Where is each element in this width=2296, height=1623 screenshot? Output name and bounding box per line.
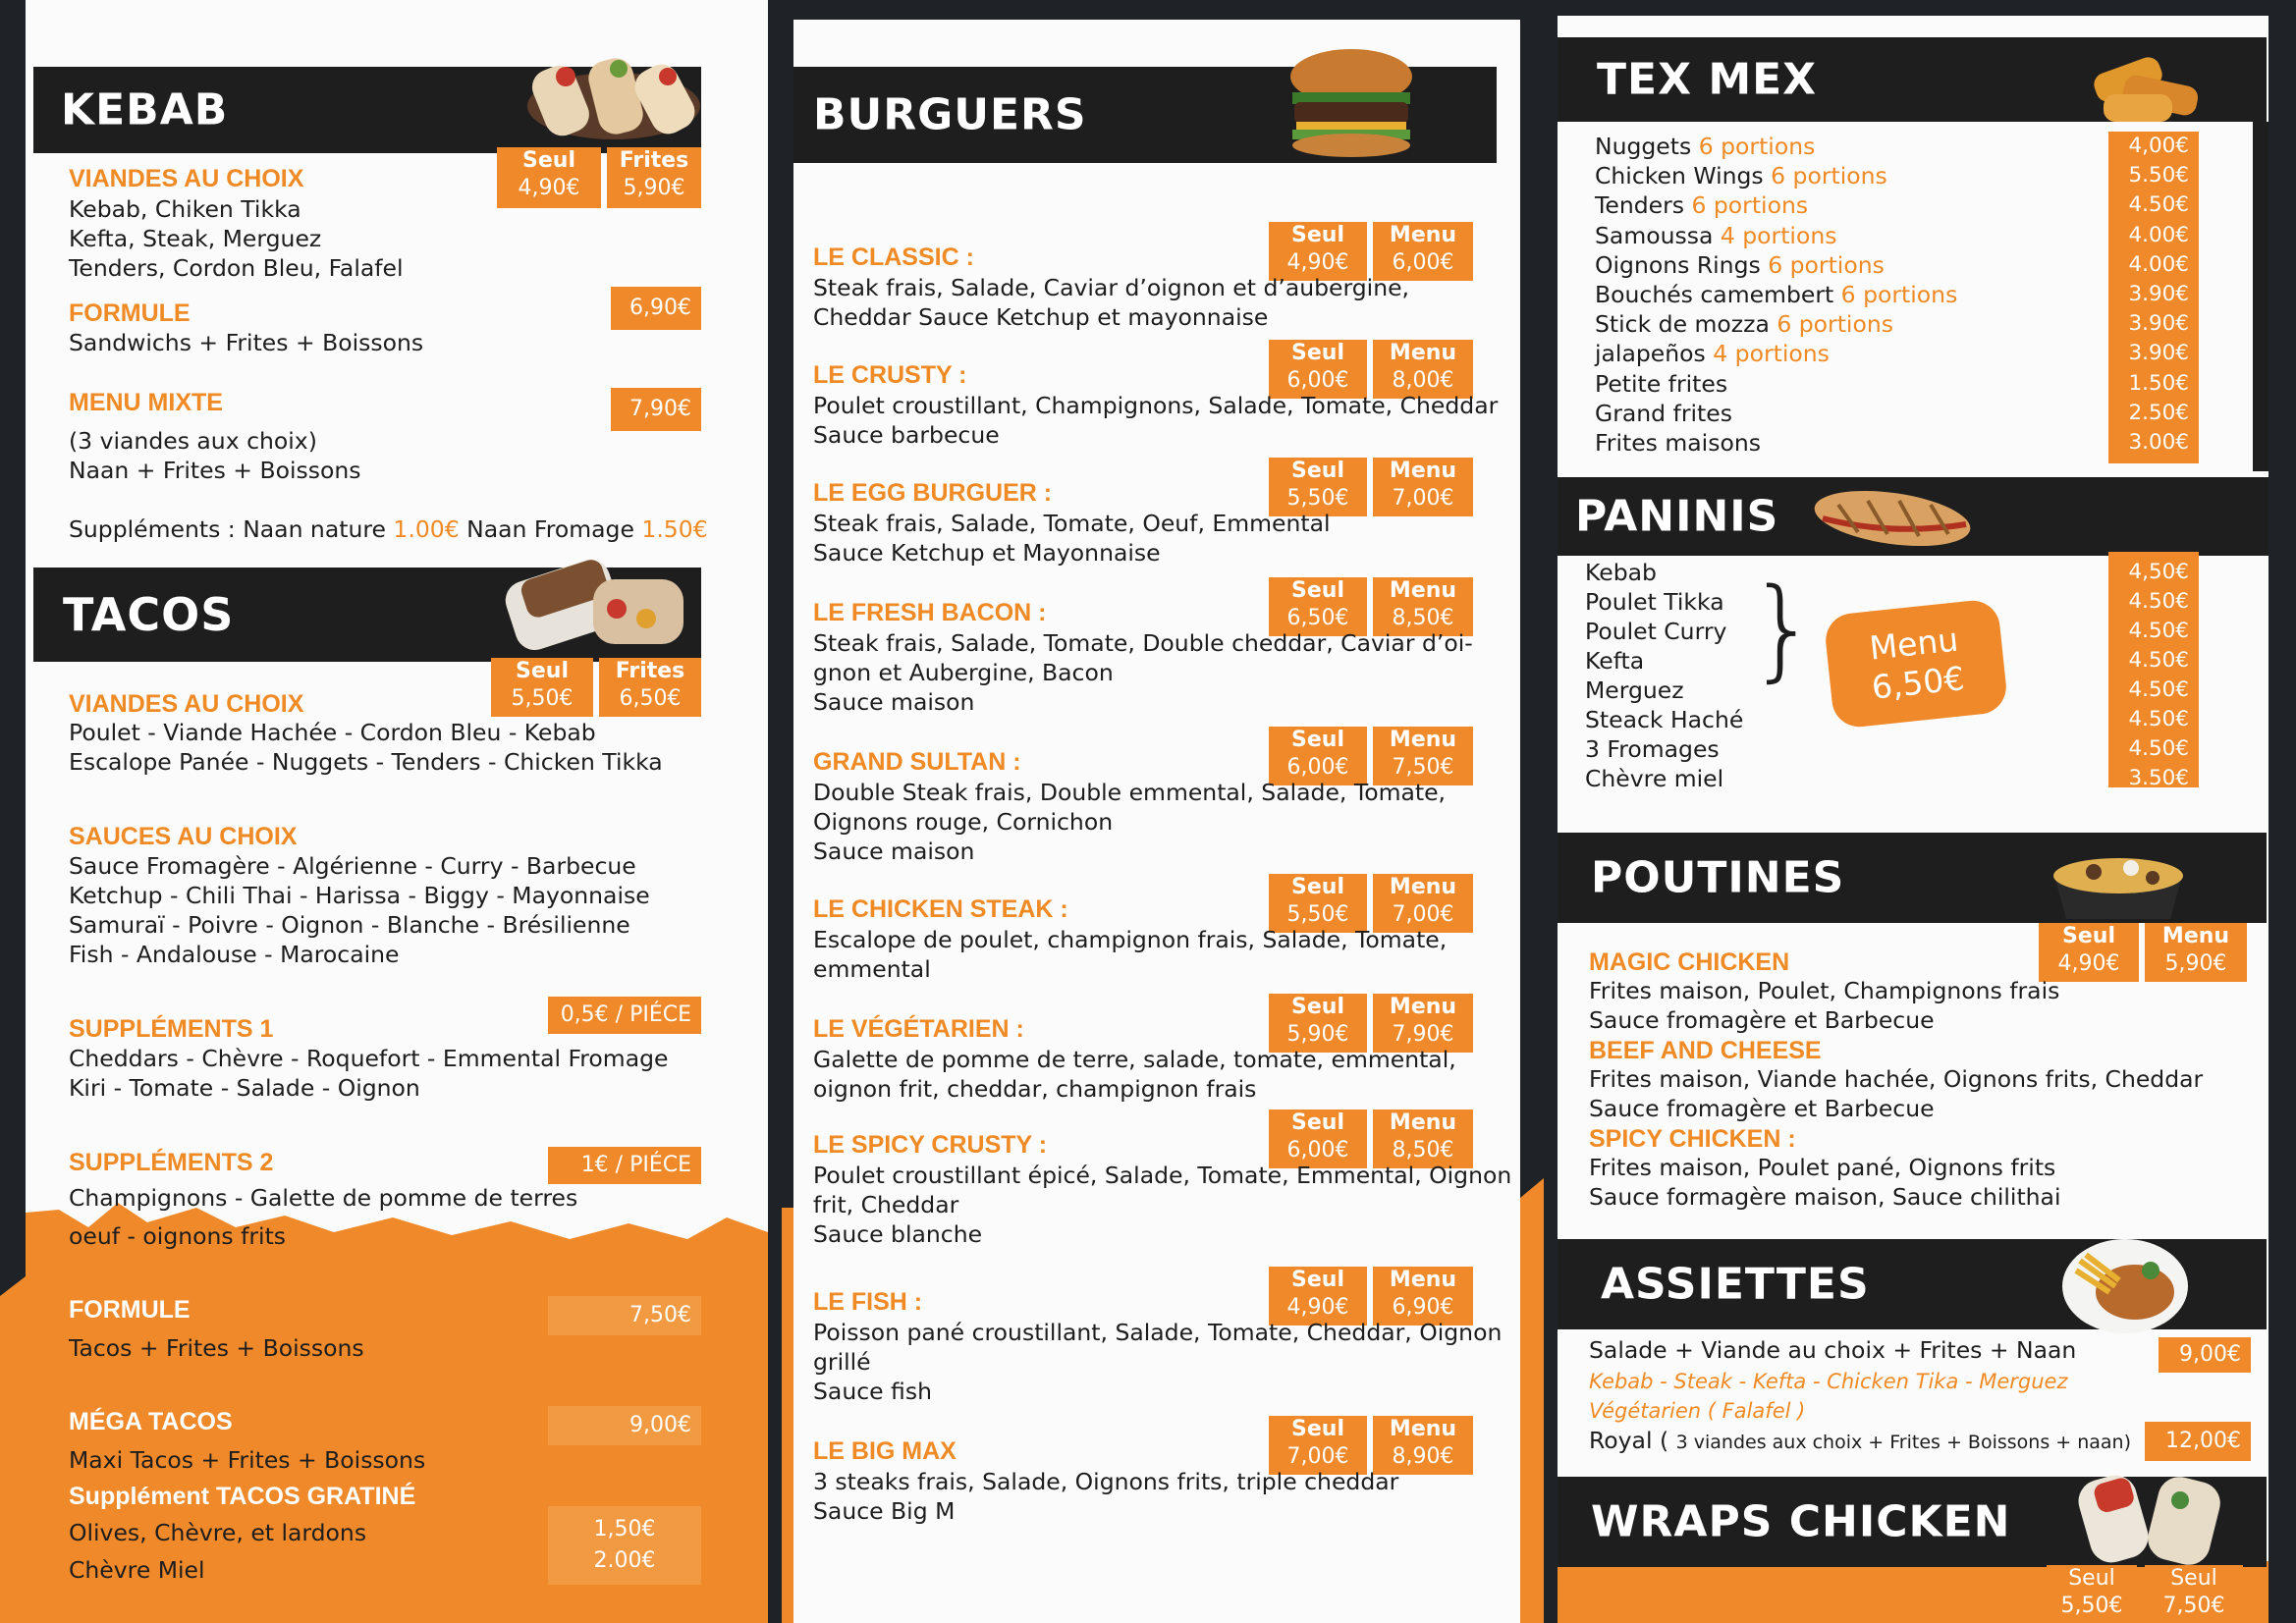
texmex-item: Nuggets 6 portions <box>1595 133 1816 160</box>
assiette-price-1: 9,00€ <box>2159 1337 2251 1373</box>
wrap-price-2: Seul 7,50€ <box>2145 1565 2243 1623</box>
burger-price-seul: Seul 6,00€ <box>1269 727 1367 785</box>
burger-name: LE VÉGÉTARIEN : <box>813 1015 1024 1043</box>
texmex-item: Tenders 6 portions <box>1595 191 1809 220</box>
kebab-wrap-icon <box>520 37 707 145</box>
texmex-item: Bouchés camembert 6 portions <box>1595 281 1958 308</box>
burger-description-line: Sauce blanche <box>813 1220 983 1248</box>
paninis-brace: } <box>1748 566 1819 693</box>
texmex-price: 4.50€ <box>2128 192 2189 218</box>
poutines-price-seul: Seul 4,90€ <box>2039 923 2139 982</box>
texmex-price: 1.50€ <box>2128 370 2189 396</box>
texmex-item: Petite frites <box>1595 369 1728 398</box>
panini-item: Poulet Tikka <box>1585 588 1724 616</box>
burger-description-line: Steak frais, Salade, Caviar d’oignon et d’aubergine, <box>813 274 1410 301</box>
burger-price-menu: Menu 8,50€ <box>1373 1109 1473 1168</box>
burger-description-line: Steak frais, Salade, Tomate, Double cheddar, Caviar d’oi- <box>813 629 1473 657</box>
poutine-magic-line: Sauce fromagère et Barbecue <box>1589 1006 1935 1034</box>
texmex-item: jalapeños 4 portions <box>1595 340 1830 368</box>
texmex-price: 3.90€ <box>2128 311 2189 337</box>
panini-price: 4,50€ <box>2128 560 2189 584</box>
assiette-icon <box>2056 1231 2194 1339</box>
panini-price: 4.50€ <box>2128 589 2189 614</box>
panini-price: 3.50€ <box>2128 766 2189 790</box>
kebab-mixte-line: Naan + Frites + Boissons <box>69 457 361 484</box>
kebab-viandes-line: Kebab, Chiken Tikka <box>69 195 301 223</box>
burger-description-line: frit, Cheddar <box>813 1191 959 1218</box>
burger-price-menu: Menu 7,00€ <box>1373 458 1473 516</box>
texmex-item: Frites maisons <box>1595 429 1761 457</box>
tacos-supp1-label: SUPPLÉMENTS 1 <box>69 1015 274 1043</box>
texmex-price: 5.50€ <box>2128 163 2189 189</box>
texmex-price: 3.90€ <box>2128 341 2189 366</box>
texmex-price: 3.90€ <box>2128 282 2189 306</box>
burger-description-line: gnon et Aubergine, Bacon <box>813 659 1114 686</box>
panini-price: 4.50€ <box>2128 736 2189 761</box>
tacos-mega-desc: Maxi Tacos + Frites + Boissons <box>69 1446 426 1474</box>
tacos-viandes-line: Escalope Panée - Nuggets - Tenders - Chicken Tikka <box>69 748 663 776</box>
panini-price: 4.50€ <box>2128 707 2189 731</box>
tacos-formule-price: 7,50€ <box>548 1296 701 1335</box>
burger-price-seul: Seul 6,00€ <box>1269 340 1367 399</box>
burger-description-line: Cheddar Sauce Ketchup et mayonnaise <box>813 303 1269 331</box>
tacos-sauces-label: SAUCES AU CHOIX <box>69 823 298 850</box>
tacos-supp2-line: oeuf - oignons frits <box>69 1222 287 1250</box>
tacos-formule-label: FORMULE <box>69 1296 191 1324</box>
burger-icon <box>1273 43 1430 161</box>
tacos-supp2-line: Champignons - Galette de pomme de terres <box>69 1184 578 1212</box>
tacos-sauces-line: Samuraï - Poivre - Oignon - Blanche - Brésilienne <box>69 911 630 939</box>
tacos-gratine-line: Olives, Chèvre, et lardons <box>69 1519 367 1546</box>
nuggets-icon <box>2074 35 2221 130</box>
wraps-title: WRAPS CHICKEN <box>1591 1496 2011 1547</box>
burger-price-seul: Seul 5,90€ <box>1269 994 1367 1053</box>
panini-item: Poulet Curry <box>1585 618 1727 645</box>
assiette-line-4: Royal ( 3 viandes aux choix + Frites + Boissons + naan) <box>1589 1427 2131 1454</box>
panini-item: Chèvre miel <box>1585 765 1724 792</box>
tacos-sauces-line: Fish - Andalouse - Marocaine <box>69 941 400 968</box>
tacos-gratine-prices: 1,50€ 2.00€ <box>548 1506 701 1585</box>
burger-name: LE CHICKEN STEAK : <box>813 895 1068 923</box>
kebab-formule-desc: Sandwichs + Frites + Boissons <box>69 329 424 356</box>
texmex-item: Oignons Rings 6 portions <box>1595 250 1885 279</box>
assiette-line-2: Kebab - Steak - Kefta - Chicken Tika - Merguez <box>1589 1370 2068 1393</box>
tacos-price-seul: Seul 5,50€ <box>491 658 593 717</box>
kebab-mixte-label: MENU MIXTE <box>69 389 223 416</box>
tacos-supp2-label: SUPPLÉMENTS 2 <box>69 1149 274 1176</box>
burger-description-line: Sauce Ketchup et Mayonnaise <box>813 539 1161 567</box>
texmex-price: 3.00€ <box>2128 430 2189 455</box>
panini-item: 3 Fromages <box>1585 735 1720 763</box>
burger-name: LE CRUSTY : <box>813 361 967 389</box>
burger-description-line: 3 steaks frais, Salade, Oignons frits, triple cheddar <box>813 1468 1399 1495</box>
burger-name: LE EGG BURGUER : <box>813 479 1053 507</box>
kebab-mixte-line: (3 viandes aux choix) <box>69 427 317 455</box>
poutines-price-menu: Menu 5,90€ <box>2145 923 2247 982</box>
panini-item: Kefta <box>1585 647 1645 675</box>
burger-price-menu: Menu 6,90€ <box>1373 1267 1473 1325</box>
burger-price-menu: Menu 7,90€ <box>1373 994 1473 1053</box>
burger-name: LE CLASSIC : <box>813 243 974 271</box>
kebab-supplements: Suppléments : Naan nature 1.00€ Naan Fromage 1.50€ <box>69 515 708 543</box>
burger-price-menu: Menu 8,50€ <box>1373 577 1473 636</box>
assiettes-title: ASSIETTES <box>1601 1259 1870 1310</box>
panel-kebab-tacos <box>0 0 782 1623</box>
texmex-item: Samoussa 4 portions <box>1595 221 1837 249</box>
burger-name: LE BIG MAX <box>813 1437 957 1465</box>
poutine-beef-line: Sauce fromagère et Barbecue <box>1589 1095 1935 1122</box>
paninis-title: PANINIS <box>1575 491 1779 542</box>
burger-price-menu: Menu 7,00€ <box>1373 874 1473 933</box>
kebab-viandes-label: VIANDES AU CHOIX <box>69 165 304 192</box>
burger-price-seul: Seul 4,90€ <box>1269 1267 1367 1325</box>
kebab-formule-label: FORMULE <box>69 299 191 327</box>
poutine-magic-label: MAGIC CHICKEN <box>1589 948 1790 976</box>
burger-price-seul: Seul 5,50€ <box>1269 874 1367 933</box>
texmex-item: Grand frites <box>1595 399 1732 427</box>
panini-price: 4.50€ <box>2128 677 2189 702</box>
kebab-mixte-price: 7,90€ <box>611 388 701 431</box>
burger-description-line: Escalope de poulet, champignon frais, Salade, Tomate, <box>813 926 1448 953</box>
assiette-line-1: Salade + Viande au choix + Frites + Naan <box>1589 1336 2077 1364</box>
tacos-viandes-line: Poulet - Viande Hachée - Cordon Bleu - Kebab <box>69 719 596 746</box>
kebab-title: KEBAB <box>61 84 229 135</box>
burger-description-line: Oignons rouge, Cornichon <box>813 808 1114 836</box>
poutines-title: POUTINES <box>1591 852 1845 903</box>
tacos-mega-price: 9,00€ <box>548 1406 701 1445</box>
tacos-viandes-label: VIANDES AU CHOIX <box>69 690 304 718</box>
burger-description-line: Sauce barbecue <box>813 421 1000 449</box>
wrap-icon <box>2074 1457 2231 1567</box>
panini-item: Steack Haché <box>1585 706 1744 733</box>
panini-price: 4.50€ <box>2128 648 2189 673</box>
burger-price-menu: Menu 8,90€ <box>1373 1416 1473 1475</box>
burger-description-line: Sauce Big M <box>813 1497 956 1525</box>
burger-name: LE SPICY CRUSTY : <box>813 1131 1048 1159</box>
burger-price-menu: Menu 8,00€ <box>1373 340 1473 399</box>
kebab-formule-price: 6,90€ <box>611 287 701 330</box>
wrap-price-1: Seul 5,50€ <box>2047 1565 2137 1623</box>
kebab-price-seul: Seul 4,90€ <box>497 147 601 208</box>
burger-description-line: Steak frais, Salade, Tomate, Oeuf, Emmental <box>813 510 1331 537</box>
panini-icon <box>1809 479 1976 558</box>
tacos-supp1-line: Kiri - Tomate - Salade - Oignon <box>69 1074 420 1102</box>
tacos-title: TACOS <box>63 588 235 641</box>
burgers-title: BURGUERS <box>813 89 1087 140</box>
panel-sides <box>1544 0 2296 1623</box>
tacos-supp2-price: 1€ / PIÉCE <box>548 1147 701 1184</box>
burger-price-seul: Seul 6,50€ <box>1269 577 1367 636</box>
tacos-gratine-label: Supplément TACOS GRATINÉ <box>69 1483 416 1510</box>
burger-description-line: Poulet croustillant, Champignons, Salade, Tomate, Cheddar <box>813 392 1499 419</box>
burger-price-menu: Menu 7,50€ <box>1373 727 1473 785</box>
poutine-spicy-line: Sauce formagère maison, Sauce chilithai <box>1589 1183 2061 1211</box>
burger-description-line: Poulet croustillant épicé, Salade, Tomate, Emmental, Oignon <box>813 1162 1512 1189</box>
burger-description-line: oignon frit, cheddar, champignon frais <box>813 1075 1257 1103</box>
burger-description-line: Sauce maison <box>813 838 975 865</box>
burger-description-line: Double Steak frais, Double emmental, Salade, Tomate, <box>813 779 1447 806</box>
poutine-icon <box>2045 837 2192 923</box>
panini-item: Kebab <box>1585 559 1657 586</box>
burger-description-line: Galette de pomme de terre, salade, tomate, emmental, <box>813 1046 1456 1073</box>
texmex-price: 2.50€ <box>2128 400 2189 425</box>
burger-description-line: Sauce maison <box>813 688 975 716</box>
poutine-magic-line: Frites maison, Poulet, Champignons frais <box>1589 977 2060 1004</box>
kebab-viandes-line: Kefta, Steak, Merguez <box>69 225 322 252</box>
panini-item: Merguez <box>1585 676 1684 704</box>
assiette-line-3: Végétarien ( Falafel ) <box>1589 1399 1806 1423</box>
tacos-price-frites: Frites 6,50€ <box>599 658 701 717</box>
panel-burgers <box>782 0 1544 1623</box>
tacos-sauces-line: Sauce Fromagère - Algérienne - Curry - Barbecue <box>69 852 636 880</box>
burger-price-seul: Seul 4,90€ <box>1269 222 1367 281</box>
burger-description-line: Sauce fish <box>813 1378 932 1405</box>
poutine-spicy-line: Frites maison, Poulet pané, Oignons frits <box>1589 1154 2056 1181</box>
texmex-price: 4.00€ <box>2128 251 2189 277</box>
texmex-item: Chicken Wings 6 portions <box>1595 162 1887 190</box>
tacos-supp1-price: 0,5€ / PIÉCE <box>548 997 701 1034</box>
tacos-gratine-line: Chèvre Miel <box>69 1556 205 1584</box>
tacos-supp1-line: Cheddars - Chèvre - Roquefort - Emmental Fromage <box>69 1045 669 1072</box>
burger-description-line: emmental <box>813 955 931 983</box>
texmex-price: 4.00€ <box>2128 222 2189 247</box>
burger-price-seul: Seul 7,00€ <box>1269 1416 1367 1475</box>
burger-name: LE FRESH BACON : <box>813 599 1047 626</box>
tacos-icon <box>499 540 691 656</box>
panini-price: 4.50€ <box>2128 619 2189 643</box>
poutine-beef-line: Frites maison, Viande hachée, Oignons frits, Cheddar <box>1589 1065 2204 1093</box>
burger-price-seul: Seul 5,50€ <box>1269 458 1367 516</box>
assiette-price-2: 12,00€ <box>2145 1422 2251 1461</box>
burger-price-seul: Seul 6,00€ <box>1269 1109 1367 1168</box>
tacos-mega-label: MÉGA TACOS <box>69 1408 233 1435</box>
burger-description-line: grillé <box>813 1348 871 1376</box>
burger-description-line: Poisson pané croustillant, Salade, Tomate, Cheddar, Oignon <box>813 1319 1503 1346</box>
poutine-beef-label: BEEF AND CHEESE <box>1589 1037 1822 1064</box>
burger-name: GRAND SULTAN : <box>813 748 1021 776</box>
tacos-formule-desc: Tacos + Frites + Boissons <box>69 1334 364 1362</box>
burger-price-menu: Menu 6,00€ <box>1373 222 1473 281</box>
poutine-spicy-label: SPICY CHICKEN : <box>1589 1125 1796 1153</box>
kebab-viandes-line: Tenders, Cordon Bleu, Falafel <box>69 254 404 282</box>
texmex-price: 4,00€ <box>2128 134 2189 158</box>
texmex-title: TEX MEX <box>1597 54 1818 105</box>
tacos-sauces-line: Ketchup - Chili Thai - Harissa - Biggy - Mayonnaise <box>69 882 650 909</box>
texmex-item: Stick de mozza 6 portions <box>1595 310 1893 339</box>
paninis-menu-badge: Menu 6,50€ <box>1823 598 2008 730</box>
burger-name: LE FISH : <box>813 1288 923 1316</box>
kebab-price-frites: Frites 5,90€ <box>607 147 701 208</box>
